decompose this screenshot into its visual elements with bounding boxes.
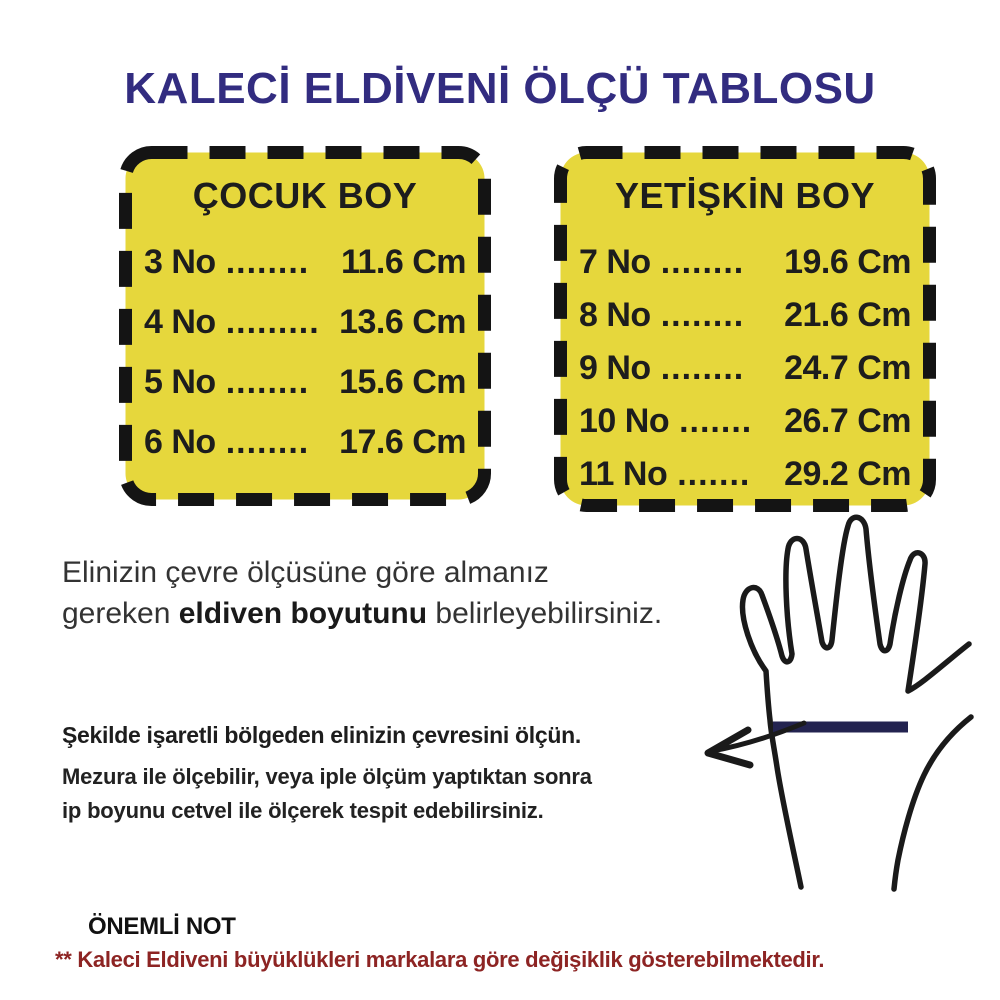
size-row <box>579 349 911 388</box>
intro-line-2: gereken eldiven boyutunu belirleyebilirsiniz. <box>62 597 663 630</box>
size-number: 5 No <box>144 363 216 401</box>
size-cm: 11.6 Cm <box>340 243 466 281</box>
dot-leader: ......... <box>225 303 320 341</box>
size-rows-child <box>144 243 466 462</box>
size-number: 3 No <box>144 243 216 281</box>
size-number: 4 No <box>144 303 216 341</box>
size-box-adult <box>553 145 937 513</box>
size-number: 9 No <box>579 349 651 387</box>
size-cm: 24.7 Cm <box>784 349 911 387</box>
measure-arrow-icon <box>708 723 804 765</box>
size-row <box>579 243 911 282</box>
measure-instruction: Şekilde işaretli bölgeden elinizin çevresini ölçün. <box>62 722 581 748</box>
box-header-adult: YETİŞKİN BOY <box>614 175 876 216</box>
size-cm: 19.6 Cm <box>784 243 911 281</box>
dot-leader: ........ <box>225 423 310 461</box>
intro-line-1: Elinizin çevre ölçüsüne göre almanız <box>62 556 549 589</box>
measure-detail <box>62 760 592 828</box>
size-row <box>579 402 911 441</box>
hand-illustration <box>590 505 1000 900</box>
dot-leader: ........ <box>660 349 745 387</box>
important-note-text: ** Kaleci Eldiveni büyüklükleri markalara göre değişiklik gösterebilmektedir. <box>55 947 825 972</box>
size-number: 10 No <box>579 402 670 440</box>
size-cm: 26.7 Cm <box>784 402 911 440</box>
page-title: KALECİ ELDİVENİ ÖLÇÜ TABLOSU <box>124 64 876 113</box>
size-row <box>579 296 911 335</box>
dot-leader: ........ <box>225 363 310 401</box>
size-row <box>144 303 466 342</box>
size-cm: 15.6 Cm <box>339 363 466 401</box>
size-number: 7 No <box>579 243 651 281</box>
important-note-heading: ÖNEMLİ NOT <box>88 913 236 940</box>
size-box-child <box>118 145 492 507</box>
size-row <box>144 243 466 282</box>
size-row <box>144 423 466 462</box>
dot-leader: ....... <box>679 402 753 440</box>
dot-leader: ........ <box>660 296 745 334</box>
size-row <box>579 455 911 494</box>
size-row <box>144 363 466 402</box>
measure-detail-line-1: Mezura ile ölçebilir, veya iple ölçüm yaptıktan sonra <box>62 764 592 789</box>
intro-paragraph <box>62 552 662 634</box>
measure-detail-line-2: ip boyunu cetvel ile ölçerek tespit edebilirsiniz. <box>62 798 544 823</box>
size-number: 11 No <box>579 455 668 493</box>
size-number: 6 No <box>144 423 216 461</box>
size-cm: 21.6 Cm <box>784 296 911 334</box>
dot-leader: ....... <box>677 455 751 493</box>
glove-size-emphasis: eldiven boyutunu <box>178 597 428 630</box>
size-number: 8 No <box>579 296 651 334</box>
size-cm: 17.6 Cm <box>339 423 466 461</box>
size-cm: 29.2 Cm <box>784 455 911 493</box>
dot-leader: ........ <box>660 243 745 281</box>
box-header-child: ÇOCUK BOY <box>192 175 418 216</box>
hand-outline-icon <box>743 517 971 889</box>
size-cm: 13.6 Cm <box>339 303 466 341</box>
dot-leader: ........ <box>225 243 310 281</box>
size-rows-adult <box>579 243 911 494</box>
